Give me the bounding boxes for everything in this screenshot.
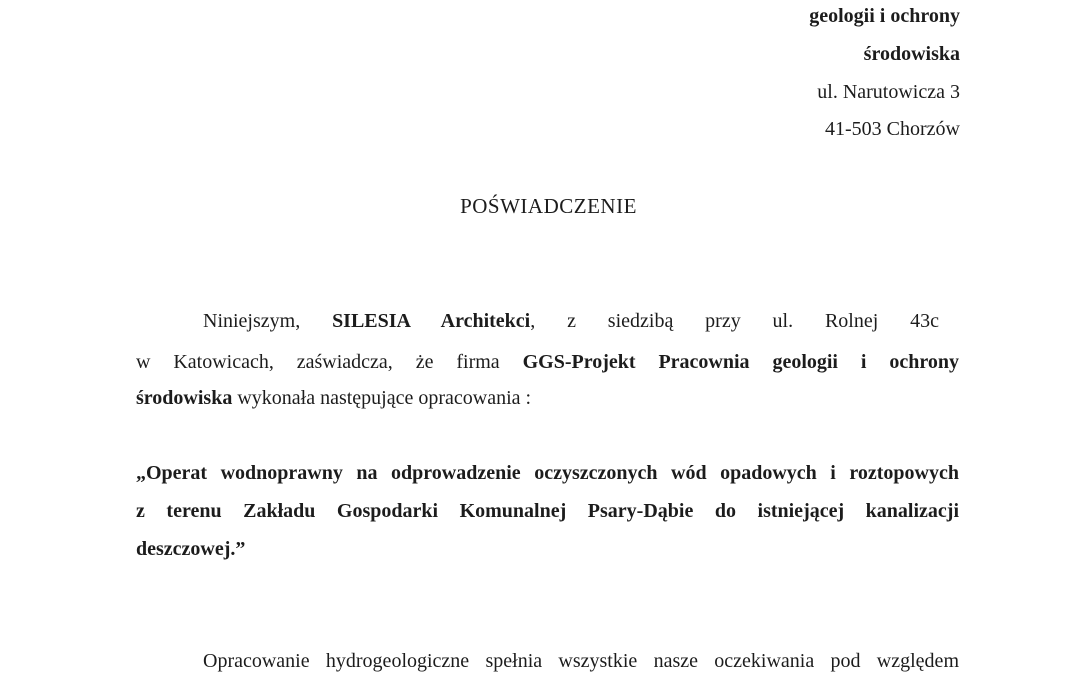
address-line-2: środowiska	[863, 43, 960, 65]
quote-line-2: z terenu Zakładu Gospodarki Komunalnej Psary-Dąbie do istniejącej kanalizacji	[136, 500, 959, 522]
document-title: POŚWIADCZENIE	[460, 194, 637, 218]
p1-line2-text: w Katowicach, zaświadcza, że firma	[136, 351, 500, 373]
p1-intro: Niniejszym,	[203, 310, 301, 332]
firm-name: GGS-Projekt Pracownia geologii i ochrony	[522, 351, 959, 373]
p1-comma: ,	[530, 310, 536, 332]
firm-name-cont: środowiska	[136, 387, 233, 409]
quote-line-3: deszczowej.”	[136, 538, 246, 560]
paragraph-1-line-2	[136, 350, 959, 374]
address-street: ul. Narutowicza 3	[817, 81, 960, 103]
address-city: 41-503 Chorzów	[825, 118, 960, 140]
p1-location: z siedzibą przy ul. Rolnej 43c	[567, 310, 939, 332]
paragraph-1-line-3	[136, 386, 531, 410]
paragraph-2-line-1: Opracowanie hydrogeologiczne spełnia wszystkie nasze oczekiwania pod względem	[203, 650, 959, 672]
paragraph-1-line-1	[203, 309, 939, 333]
company-name: SILESIA Architekci	[332, 310, 531, 332]
quote-line-1: „Operat wodnoprawny na odprowadzenie oczyszczonych wód opadowych i roztopowych	[136, 462, 959, 484]
p1-line3-text: wykonała następujące opracowania :	[237, 387, 532, 409]
p1-company	[332, 310, 535, 332]
address-line-1: geologii i ochrony	[809, 5, 960, 27]
